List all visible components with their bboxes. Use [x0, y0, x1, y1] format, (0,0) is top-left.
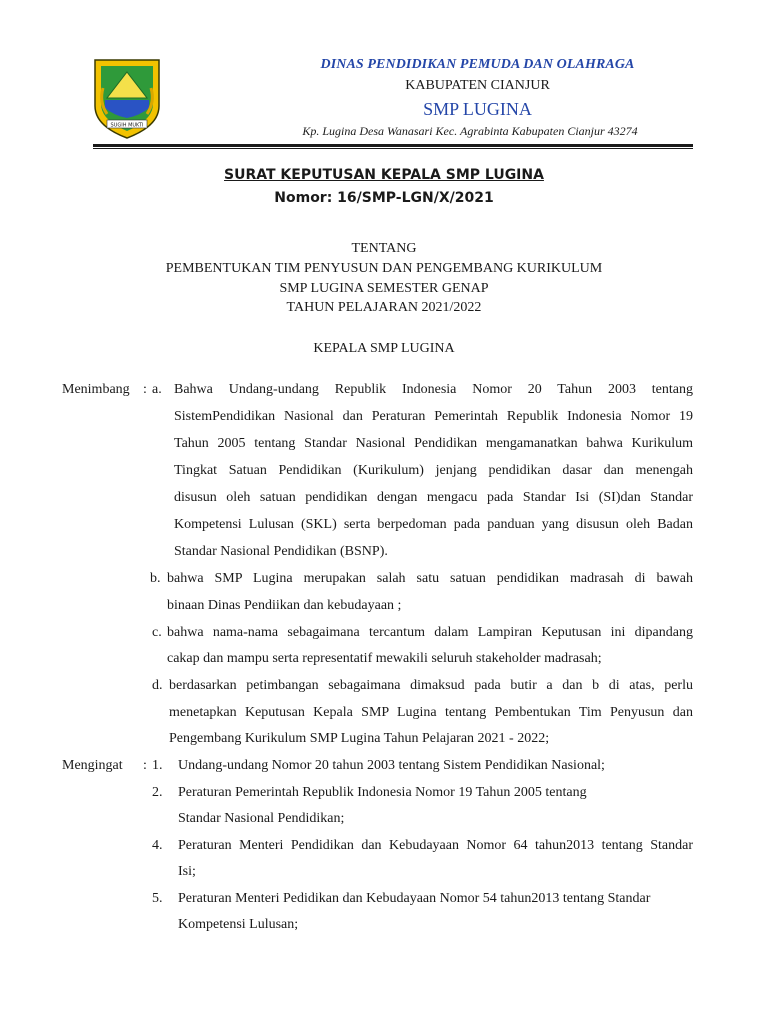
section-colon: : [143, 758, 147, 773]
section-label-mengingat: Mengingat [62, 758, 123, 773]
item-marker: a. [152, 382, 162, 397]
item-line: Kompetensi Lulusan; [178, 917, 299, 932]
letterhead-divider [93, 144, 693, 147]
item-line: Peraturan Menteri Pendidikan dan Kebudayaan Nomor 64 tahun2013 tentang Standar [178, 838, 693, 853]
item-line: bahwa nama-nama sebagaimana tercantum dalam Lampiran Keputusan ini dipandang [167, 625, 693, 640]
item-marker: d. [152, 678, 163, 693]
item-marker: c. [152, 625, 162, 640]
item-line: disusun oleh satuan pendidikan dengan mengacu pada Standar Isi (SI)dan Standar [174, 490, 693, 505]
subject-line: SMP LUGINA SEMESTER GENAP [279, 281, 489, 296]
item-line: bahwa SMP Lugina merupakan salah satu satuan pendidikan madrasah di bawah [167, 571, 693, 586]
item-line: menetapkan Keputusan Kepala SMP Lugina tentang Pembentukan Tim Penyusun dan [169, 705, 693, 720]
school-address: Kp. Lugina Desa Wanasari Kec. Agrabinta Kabupaten Cianjur 43274 [302, 124, 638, 138]
subject-about: TENTANG [351, 241, 417, 256]
decree-number: Nomor: 16/SMP-LGN/X/2021 [274, 190, 494, 206]
item-marker: b. [150, 571, 161, 586]
item-line: SistemPendidikan Nasional dan Peraturan Pemerintah Republik Indonesia Nomor 19 [174, 409, 693, 424]
regency-name: KABUPATEN CIANJUR [405, 78, 550, 93]
subject-line: TAHUN PELAJARAN 2021/2022 [286, 300, 482, 315]
item-line: cakap dan mampu serta representatif mewakili seluruh stakeholder madrasah; [167, 651, 602, 666]
item-line: Standar Nasional Pendidikan; [178, 811, 345, 826]
item-line: Peraturan Menteri Pedidikan dan Kebudayaan Nomor 54 tahun2013 tentang Standar [178, 891, 651, 906]
section-colon: : [143, 382, 147, 397]
item-line: Standar Nasional Pendidikan (BSNP). [174, 544, 388, 559]
section-label-menimbang: Menimbang [62, 382, 130, 397]
item-marker: 5. [152, 891, 163, 906]
item-line: berdasarkan petimbangan sebagaimana dimaksud pada butir a dan b di atas, perlu [169, 678, 693, 693]
item-line: Isi; [178, 864, 196, 879]
item-line: Tingkat Satuan Pendidikan (Kurikulum) jenjang pendidikan dasar dan menengah [174, 463, 693, 478]
item-marker: 4. [152, 838, 163, 853]
item-line: binaan Dinas Pendiikan dan kebudayaan ; [167, 598, 402, 613]
item-line: Bahwa Undang-undang Republik Indonesia Nomor 20 Tahun 2003 tentang [174, 382, 693, 397]
item-line: Peraturan Pemerintah Republik Indonesia Nomor 19 Tahun 2005 tentang [178, 785, 587, 800]
letterhead-divider-thin [93, 148, 693, 149]
item-marker: 2. [152, 785, 163, 800]
item-marker: 1. [152, 758, 163, 773]
item-line: Kompetensi Lulusan (SKL) serta berpedoman pada panduan yang disusun oleh Badan [174, 517, 693, 532]
department-name: DINAS PENDIDIKAN PEMUDA DAN OLAHRAGA [320, 57, 635, 72]
regency-emblem [93, 58, 161, 140]
item-line: Undang-undang Nomor 20 tahun 2003 tentang Sistem Pendidikan Nasional; [178, 758, 605, 773]
issuer-heading: KEPALA SMP LUGINA [313, 341, 455, 356]
school-name: SMP LUGINA [423, 99, 532, 119]
emblem-motto: SUGIH MUKTI [110, 122, 144, 129]
item-line: Tahun 2005 tentang Standar Nasional Pendidikan mengamanatkan bahwa Kurikulum [174, 436, 693, 451]
decree-title: SURAT KEPUTUSAN KEPALA SMP LUGINA [224, 167, 544, 183]
subject-line: PEMBENTUKAN TIM PENYUSUN DAN PENGEMBANG KURIKULUM [165, 261, 603, 276]
item-line: Pengembang Kurikulum SMP Lugina Tahun Pelajaran 2021 - 2022; [169, 731, 550, 746]
